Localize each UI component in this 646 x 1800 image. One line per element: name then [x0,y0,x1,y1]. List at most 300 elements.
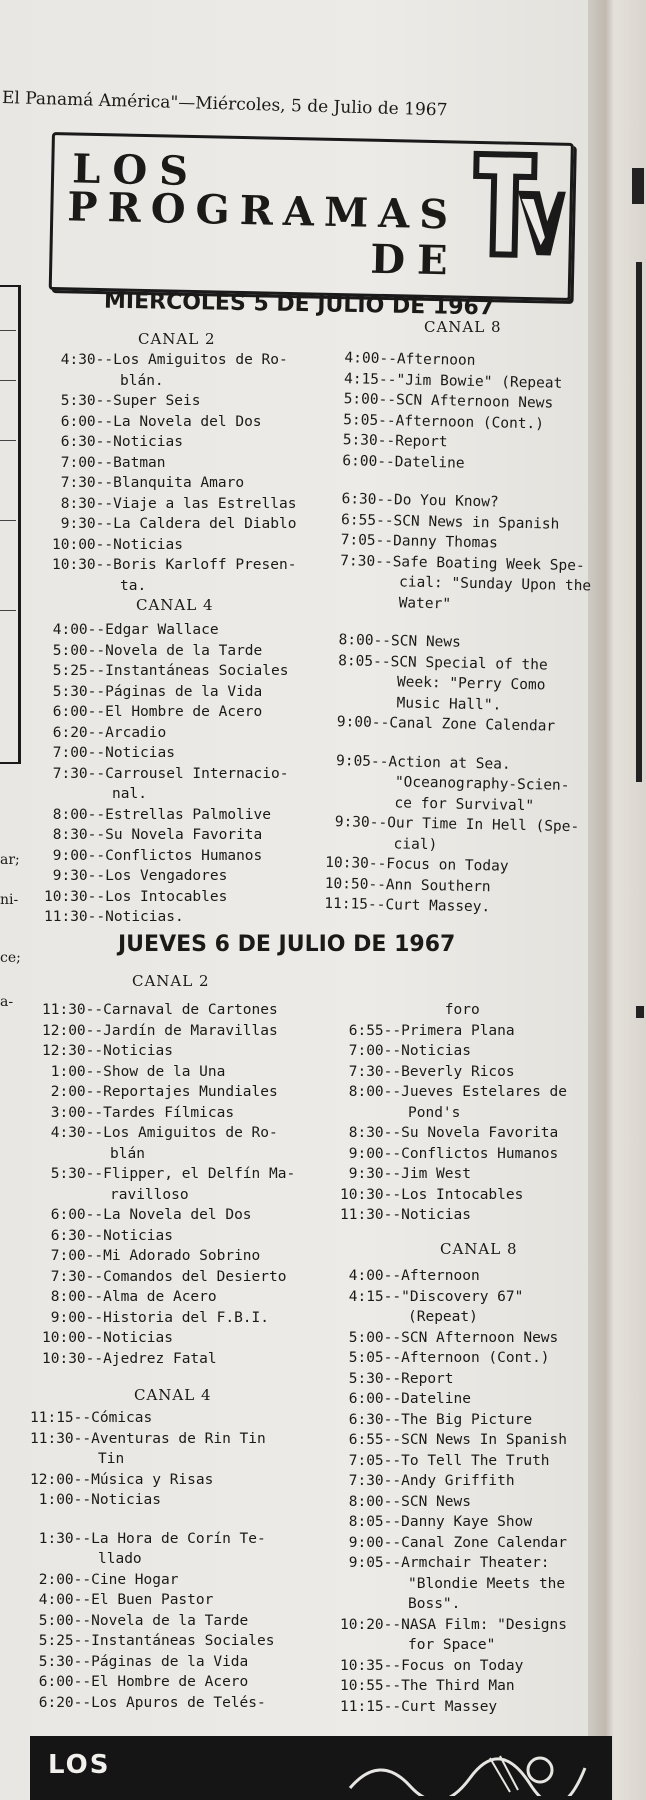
program-title: Música y Risas [91,1471,214,1488]
program-title: Focus on Today [386,856,509,875]
time-separator: -- [383,1350,402,1366]
program-title: El Hombre de Acero [91,1674,249,1690]
program-entry [340,1041,567,1062]
program-title: SCN News [401,1493,471,1510]
time-separator: -- [367,896,386,914]
program-time: 7:30 [42,1268,86,1285]
program-title: Canal Zone Calendar [401,1534,567,1551]
program-time: 1:00 [30,1492,74,1508]
time-separator: -- [87,622,106,638]
program-title: Carrousel Internacio- [105,765,289,782]
time-separator: -- [85,1002,104,1018]
time-separator: -- [95,393,114,409]
listing-gap [30,1511,274,1529]
program-time: 8:30 [340,1125,384,1141]
program-title: La Novela del Dos [113,413,262,430]
time-separator: -- [85,1084,104,1100]
time-separator: -- [378,371,397,388]
time-separator: -- [376,491,395,509]
program-time: 8:00 [329,631,374,649]
program-time: 6:30 [340,1411,384,1428]
program-entry [340,1062,567,1083]
program-entry [340,1451,567,1472]
logo-line-de: DE [369,235,461,285]
time-separator: -- [383,1678,402,1694]
program-entry [42,1226,295,1247]
program-entry [30,1631,274,1652]
program-title: Arcadio [105,724,167,741]
program-title: Jardín de Maravillas [103,1022,278,1039]
program-entry [340,1082,567,1103]
program-entry [42,1287,295,1308]
program-time: 12:00 [42,1022,86,1039]
program-entry [44,641,288,662]
program-entry [340,1021,567,1042]
program-title: Curt Massey [401,1698,498,1715]
time-separator: -- [383,1616,402,1633]
program-time: 5:25 [44,663,88,679]
program-entry [340,1266,567,1287]
time-separator: -- [87,827,106,843]
program-title: Armchair Theater: [401,1555,550,1571]
program-title: Afternoon (Cont.) [395,412,545,432]
channel-heading: CANAL 8 [440,1240,518,1258]
program-title: SCN News [390,633,461,651]
program-title: Primera Plana [401,1022,515,1039]
program-title: Reportajes Mundiales [103,1084,278,1100]
time-separator: -- [85,1289,104,1305]
program-title: Páginas de la Vida [91,1653,249,1670]
time-separator: -- [85,1248,104,1264]
program-entry [340,1430,567,1451]
program-time: 5:30 [44,683,88,700]
program-title: Noticias [113,434,183,450]
program-time: 5:05 [334,411,379,429]
left-fragment: ar; [0,852,20,868]
program-title: Batman [113,454,166,471]
channel-listing [52,350,296,596]
program-time: 7:30 [331,552,376,570]
program-title-continued: nal. [112,786,147,802]
program-title-continued: llado [98,1551,142,1567]
program-entry [340,1656,567,1677]
program-title: Estrellas Palmolive [105,806,271,823]
program-time: 10:35 [340,1657,384,1674]
time-separator: -- [87,642,106,659]
program-entry [340,1512,567,1533]
program-time: 4:30 [42,1125,86,1141]
program-time: 9:00 [42,1309,86,1326]
program-time: 7:30 [44,765,88,782]
program-title: Los Amiguitos de Ro- [113,352,288,368]
time-separator: -- [383,1145,402,1162]
time-separator: -- [375,512,394,529]
program-title: Noticias [105,745,175,761]
program-title: Flipper, el Delfín Ma- [103,1166,296,1182]
program-entry [42,1021,295,1042]
program-title-continued: blán [110,1145,145,1162]
program-time: 6:30 [332,490,377,508]
program-entry [42,1082,295,1103]
time-separator: -- [379,350,398,368]
left-box-rule [0,520,16,521]
time-separator: -- [73,1530,92,1547]
program-entry [44,682,288,703]
time-separator: -- [95,413,114,430]
time-separator: -- [383,1493,402,1510]
program-time: 7:05 [340,1452,384,1469]
program-title: Afternoon [396,351,476,369]
program-time: 5:30 [340,1370,384,1387]
time-separator: -- [73,1492,92,1508]
time-separator: -- [383,1186,402,1203]
program-title: Do You Know? [393,492,499,511]
program-time: 7:00 [340,1043,384,1059]
program-title: Afternoon [401,1268,480,1284]
time-separator: -- [87,724,106,741]
program-time: 6:30 [52,434,96,450]
program-time: 11:30 [44,909,88,925]
section-header [49,132,574,301]
time-separator: -- [368,855,387,873]
time-separator: -- [87,683,106,700]
program-title: El Hombre de Acero [105,704,263,720]
time-separator: -- [373,632,392,650]
program-entry [44,846,288,867]
program-time: 5:00 [30,1612,74,1629]
time-separator: -- [95,352,114,368]
channel-listing [44,620,288,928]
program-entry [340,1533,567,1554]
time-separator: -- [383,1432,402,1448]
time-separator: -- [383,1268,402,1284]
program-title: La Novela del Dos [103,1207,252,1223]
program-title: Conflictos Humanos [401,1145,559,1162]
program-entry [340,1328,567,1349]
program-title: Show de la Una [103,1063,226,1080]
program-title: Jueves Estelares de [401,1084,567,1100]
time-separator: -- [87,704,106,720]
time-separator: -- [95,475,114,491]
time-separator: -- [87,765,106,782]
program-title: The Big Picture [401,1411,533,1428]
program-title: Jim West [401,1166,471,1182]
program-title: Ann Southern [385,876,491,895]
time-separator: -- [85,1043,104,1059]
program-entry [340,1348,567,1369]
left-box-rule [0,610,16,611]
program-title: La Hora de Corín Te- [91,1530,266,1547]
program-time: 6:55 [340,1022,384,1039]
program-title: Viaje a las Estrellas [113,495,297,512]
program-time: 4:30 [52,352,96,368]
time-separator: -- [95,495,114,512]
program-time: 8:05 [329,652,374,670]
time-separator: -- [95,516,114,532]
program-time: 7:30 [52,475,96,491]
program-time: 6:55 [340,1432,384,1448]
time-separator: -- [383,1391,402,1407]
time-separator: -- [73,1471,92,1488]
time-separator: -- [87,888,106,905]
channel-heading: CANAL 4 [134,1386,212,1404]
program-entry [340,1697,567,1718]
program-entry [52,453,296,474]
program-time: 9:30 [340,1166,384,1182]
time-separator: -- [383,1452,402,1469]
program-time [340,1002,384,1018]
tv-logo-icon [470,150,568,264]
program-title: SCN Afternoon News [401,1329,559,1346]
program-entry [44,907,288,928]
program-title: Los Intocables [105,888,228,905]
program-time: 5:25 [30,1633,74,1649]
program-title: To Tell The Truth [401,1452,550,1469]
time-separator: -- [95,434,114,450]
program-entry [44,764,288,785]
program-entry [340,1185,567,1206]
program-time: 8:00 [340,1493,384,1510]
program-entry [30,1429,274,1450]
program-title-continued: ce for Survival" [394,794,535,814]
program-title: SCN News In Spanish [401,1432,567,1448]
program-time: 9:00 [328,713,372,731]
program-entry [52,350,296,371]
program-entry [30,1570,274,1591]
program-time: 9:30 [325,813,370,831]
edge-mark [632,168,644,204]
program-time: 5:00 [334,390,379,408]
program-time: 10:30 [325,854,370,872]
program-time: 10:00 [52,536,96,553]
program-time: 11:30 [30,1430,74,1447]
program-time: 10:50 [324,875,369,893]
program-time: 7:30 [340,1473,384,1489]
time-separator: -- [87,868,106,884]
program-time: 10:55 [340,1678,384,1694]
program-time: 2:00 [30,1571,74,1588]
time-separator: -- [85,1166,104,1182]
program-title-continued: cial) [393,835,438,853]
logo-line-programas: PROGRAMAS [66,183,459,239]
program-title: Cómicas [91,1410,153,1426]
program-time: 7:05 [331,531,376,549]
program-title: Andy Griffith [401,1473,515,1489]
program-title: Mi Adorado Sobrino [103,1248,261,1264]
program-time: 8:00 [42,1289,86,1305]
program-time: 5:30 [333,431,378,449]
program-entry [44,723,288,744]
program-entry [340,1287,567,1308]
program-title: SCN Afternoon News [395,392,554,412]
time-separator: -- [383,1329,402,1346]
program-time: 5:05 [340,1350,384,1366]
program-entry [52,432,296,453]
program-title-continued: (Repeat) [408,1309,478,1325]
time-separator: -- [87,663,106,679]
time-separator: -- [377,453,395,470]
channel-listing [324,348,596,920]
program-entry [30,1611,274,1632]
program-title: Report [401,1370,454,1387]
time-separator: -- [383,1288,402,1305]
program-time: 5:00 [340,1329,384,1346]
program-time: 9:30 [44,868,88,884]
program-title: Noticias [401,1207,471,1223]
program-time: 10:30 [42,1350,86,1367]
program-time: 7:00 [44,745,88,761]
time-separator: -- [383,1166,402,1182]
footer-text: LOS [48,1750,111,1780]
program-title: La Caldera del Diablo [113,516,297,532]
program-entry [42,1062,295,1083]
program-title: Noticias. [105,909,184,925]
time-separator: -- [87,847,106,864]
program-entry [52,412,296,433]
program-time: 10:20 [340,1616,384,1633]
program-title: Blanquita Amaro [113,475,245,491]
program-time: 5:30 [30,1653,74,1670]
program-time: 9:00 [340,1534,384,1551]
channel-listing [340,1266,567,1717]
program-title-continued: cial: "Sunday Upon the [398,574,592,595]
program-entry [42,1349,295,1370]
program-time: 9:05 [327,752,372,770]
program-time: 6:00 [52,413,96,430]
edge-mark [636,262,642,782]
program-title: Our Time In Hell (Spe- [387,815,580,836]
program-title: Tardes Fílmicas [103,1104,235,1121]
program-title: Canal Zone Calendar [389,715,556,735]
time-separator: -- [85,1063,104,1080]
program-title: Ajedrez Fatal [103,1350,217,1367]
program-entry [340,1205,567,1226]
program-title-continued: Pond's [408,1104,461,1121]
left-box-rule [0,440,16,441]
program-title: Novela de la Tarde [91,1612,249,1629]
program-time: 8:00 [44,806,88,823]
program-entry [30,1470,274,1491]
program-title: The Third Man [401,1678,515,1694]
time-separator: -- [377,432,396,450]
program-time: 4:00 [335,349,380,367]
program-title: Noticias [91,1492,161,1508]
program-title: Curt Massey. [385,897,491,916]
program-title-continued: Week: "Perry Como [396,674,546,694]
program-time: 11:15 [30,1410,74,1426]
time-separator: -- [87,745,106,761]
program-title: Los Amiguitos de Ro- [103,1125,278,1141]
program-time: 9:00 [340,1145,384,1162]
program-title: Danny Kaye Show [401,1514,533,1530]
program-entry [30,1590,274,1611]
left-fragment: ce; [0,950,21,966]
program-title: Beverly Ricos [401,1063,515,1080]
program-entry [42,1267,295,1288]
program-title: Conflictos Humanos [105,847,263,864]
time-separator: -- [378,391,397,409]
program-time: 10:30 [340,1186,384,1203]
program-time: 12:30 [42,1043,86,1059]
program-entry [340,1164,567,1185]
program-entry [340,1492,567,1513]
time-separator: -- [371,714,390,732]
program-time: 6:00 [333,452,378,470]
program-title-continued: "Blondie Meets the [408,1575,566,1592]
program-entry [30,1693,274,1714]
program-title: Los Vengadores [105,868,228,884]
program-time: 5:30 [52,393,96,409]
day-heading-thursday: JUEVES 6 DE JULIO DE 1967 [118,932,456,957]
program-entry [30,1652,274,1673]
program-title: Su Novela Favorita [105,827,263,843]
left-fragment: ni- [0,892,19,908]
time-separator: -- [383,1063,402,1080]
program-title: Danny Thomas [392,533,499,552]
program-title: Páginas de la Vida [105,683,263,700]
program-title: SCN News in Spanish [393,512,560,533]
program-time: 4:00 [30,1592,74,1608]
program-title: Comandos del Desierto [103,1268,287,1285]
time-separator: -- [370,753,389,770]
time-separator: -- [73,1653,92,1670]
time-separator: -- [85,1022,104,1039]
program-entry [52,514,296,535]
time-separator: -- [85,1227,104,1244]
time-separator: -- [383,1555,402,1571]
program-time: 4:00 [340,1268,384,1284]
time-separator: -- [73,1674,92,1690]
program-time: 11:15 [340,1698,384,1715]
program-title-continued: Water" [398,594,452,612]
program-entry [340,1676,567,1697]
program-time: 5:00 [44,642,88,659]
time-separator: -- [383,1411,402,1428]
program-title: Noticias [103,1227,173,1244]
time-separator: -- [372,653,391,670]
time-separator: -- [368,876,387,893]
program-title: Los Apuros de Telés- [91,1694,266,1711]
program-time: 2:00 [42,1084,86,1100]
time-separator: -- [383,1514,402,1530]
time-separator: -- [95,557,114,573]
program-entry [340,1389,567,1410]
program-title: "Discovery 67" [401,1288,524,1305]
program-time: 7:30 [340,1063,384,1080]
program-title: Historia del F.B.I. [103,1309,269,1326]
program-title: Dateline [401,1391,471,1407]
program-entry [52,494,296,515]
program-entry [340,1471,567,1492]
program-title: Boris Karloff Presen- [113,557,297,573]
left-box-rule [0,380,16,381]
program-time: 6:00 [42,1207,86,1223]
program-entry [42,1164,295,1185]
time-separator: -- [383,1043,402,1059]
time-separator: -- [85,1309,104,1326]
program-title: Action at Sea. [388,753,511,773]
time-separator: -- [383,1698,402,1715]
program-title: Cine Hogar [91,1571,179,1588]
program-title: Afternoon (Cont.) [401,1350,550,1366]
channel-listing [340,1000,567,1226]
program-time: 10:30 [52,557,96,573]
program-entry [44,825,288,846]
program-entry [42,1000,295,1021]
time-separator: -- [85,1350,104,1367]
time-separator: -- [85,1207,104,1223]
time-separator: -- [85,1104,104,1121]
